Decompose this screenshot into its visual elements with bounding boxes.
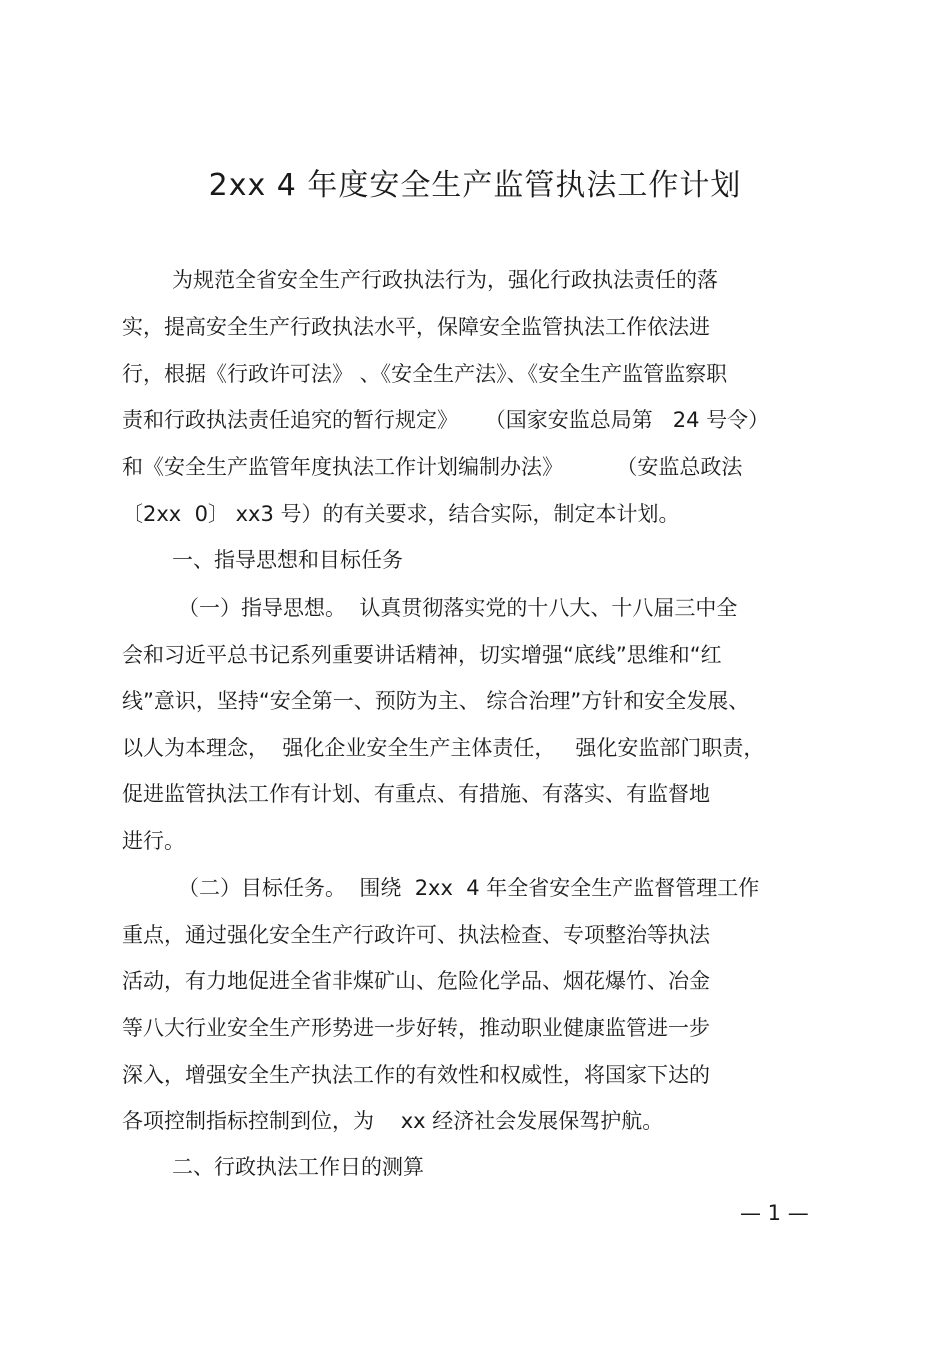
paragraph-line: 责和行政执法责任追究的暂行规定》 （国家安监总局第 24 号令） xyxy=(122,408,770,432)
paragraph-line: 〔2xx 0〕 xx3 号）的有关要求，结合实际，制定本计划。 xyxy=(122,502,680,526)
paragraph-line: 活动，有力地促进全省非煤矿山、危险化学品、烟花爆竹、冶金 xyxy=(122,969,710,993)
paragraph-line: 以人为本理念， 强化企业安全生产主体责任， 强化安监部门职责， xyxy=(122,736,765,760)
paragraph-line: （二）目标任务。 围绕 2xx 4 年全省安全生产监督管理工作 xyxy=(178,876,760,900)
paragraph-line: 和《安全生产监管年度执法工作计划编制办法》 （安监总政法 xyxy=(122,455,743,479)
paragraph-line: 进行。 xyxy=(122,829,185,853)
paragraph-line: 会和习近平总书记系列重要讲话精神，切实增强“底线”思维和“红 xyxy=(122,643,722,667)
paragraph-line: 为规范全省安全生产行政执法行为，强化行政执法责任的落 xyxy=(172,268,718,292)
paragraph-line: 促进监管执法工作有计划、有重点、有措施、有落实、有监督地 xyxy=(122,782,710,806)
paragraph-line: 深入，增强安全生产执法工作的有效性和权威性，将国家下达的 xyxy=(122,1063,710,1087)
page-number: — 1 — xyxy=(740,1201,809,1225)
section-heading: 二、行政执法工作日的测算 xyxy=(172,1155,424,1179)
section-heading: 一、指导思想和目标任务 xyxy=(172,548,403,572)
paragraph-line: 重点，通过强化安全生产行政许可、执法检查、专项整治等执法 xyxy=(122,923,710,947)
paragraph-line: 行，根据《行政许可法》 、《安全生产法》、《安全生产监管监察职 xyxy=(122,362,728,386)
document-title: 2xx 4 年度安全生产监管执法工作计划 xyxy=(208,168,742,203)
paragraph-line: 等八大行业安全生产形势进一步好转，推动职业健康监管进一步 xyxy=(122,1016,710,1040)
paragraph-line: 实，提高安全生产行政执法水平，保障安全监管执法工作依法进 xyxy=(122,315,710,339)
paragraph-line: 线”意识，坚持“安全第一、预防为主、 综合治理”方针和安全发展、 xyxy=(122,689,750,713)
paragraph-line: 各项控制指标控制到位，为 xx 经济社会发展保驾护航。 xyxy=(122,1109,664,1133)
paragraph-line: （一）指导思想。 认真贯彻落实党的十八大、十八届三中全 xyxy=(178,596,738,620)
